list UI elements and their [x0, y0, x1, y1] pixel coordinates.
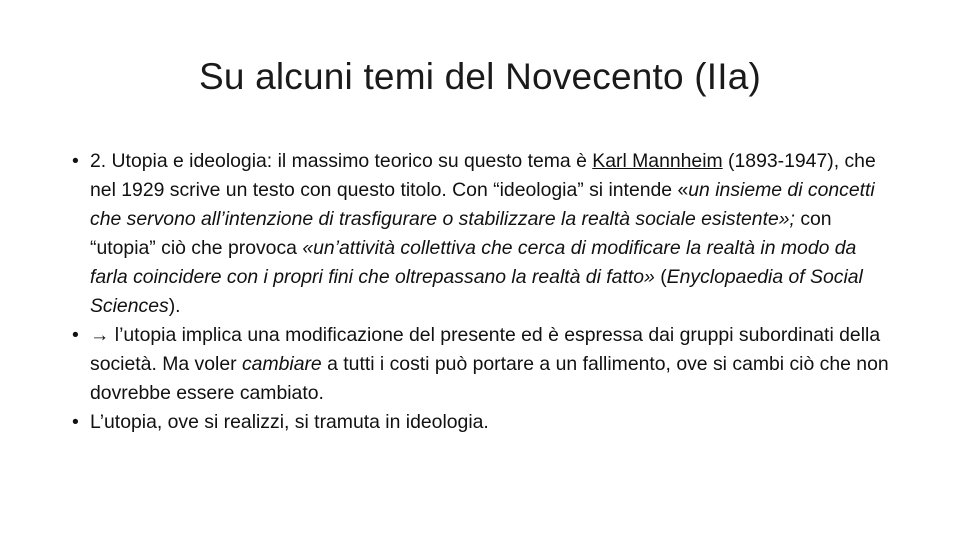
bullet-1-part-5: »; — [778, 208, 801, 230]
utopia-definition-quote: «un’attività collettiva che cerca di modificare la realtà in modo da farla coincidere con i propri fini che oltrepassano la realtà di fatto» — [90, 237, 857, 288]
bullet-1-part-8: ( — [654, 266, 667, 288]
bullet-3-text: L’utopia, ove si realizzi, si tramuta in ideologia. — [90, 411, 489, 433]
bullet-item-2 — [72, 321, 896, 408]
bullet-2-text — [90, 324, 889, 404]
ideology-definition-quote: un insieme di concetti che servono all’intenzione di trasfigurare o stabilizzare la realtà sociale esistente — [90, 179, 875, 230]
bullet-item-1 — [72, 147, 896, 321]
source-title: Enyclopaedia of Social Sciences — [90, 266, 863, 317]
bullet-1-part-10: ). — [168, 295, 181, 317]
right-arrow-icon: → — [90, 324, 110, 346]
bullet-1-part-1: 2. Utopia e ideologia: il massimo teorico su questo tema è — [90, 150, 593, 172]
bullet-1-text — [90, 150, 876, 317]
bullet-2-part-4: a tutti i costi può portare a un fallimento, ove si cambi ciò che non dovrebbe essere cambiato. — [90, 353, 889, 404]
slide-title: Su alcuni temi del Novecento (IIa) — [198, 56, 762, 97]
bullet-dot: • — [72, 150, 79, 172]
bullet-item-3 — [72, 408, 896, 437]
bullet-dot: • — [72, 324, 79, 346]
bullet-2-part-2: l’utopia implica una modificazione del presente ed è espressa dai gruppi subordinati della società. Ma voler — [90, 324, 881, 375]
bullet-1-part-3: (1893-1947), che nel 1929 scrive un testo con questo titolo. Con “ideologia” si intende « — [90, 150, 876, 201]
bullet-2-emphasis: cambiare — [241, 353, 322, 375]
bullet-1-part-6: con “utopia” ciò che provoca — [90, 208, 832, 259]
author-name-link: Karl Mannheim — [592, 150, 723, 172]
bullet-dot: • — [72, 411, 79, 433]
bullet-list — [72, 147, 896, 437]
